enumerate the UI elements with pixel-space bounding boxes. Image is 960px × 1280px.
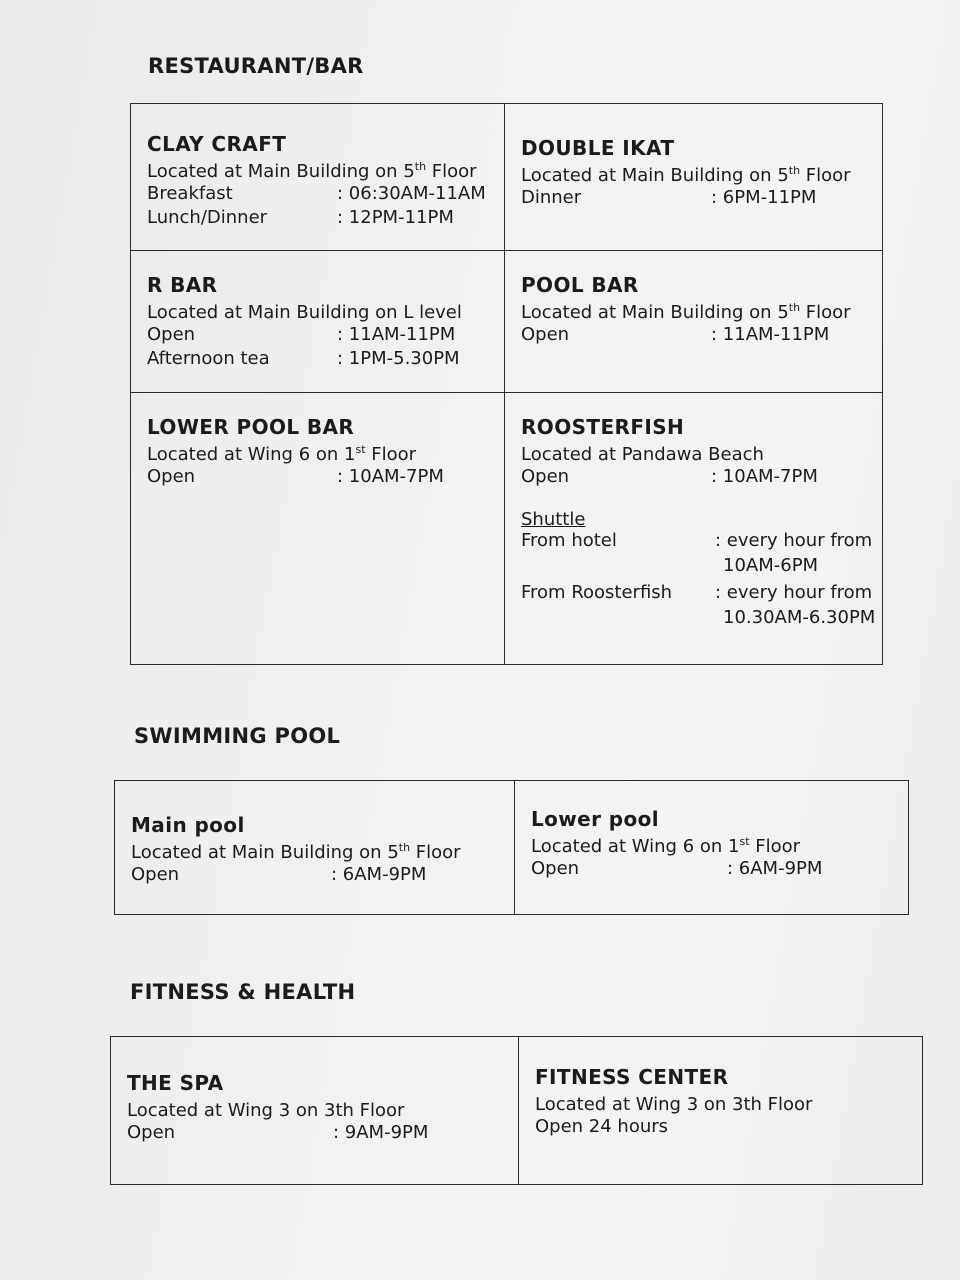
restaurant-table xyxy=(130,103,883,665)
hours-row: Open : 11AM-11PM xyxy=(147,324,456,345)
hours-row: Open : 9AM-9PM xyxy=(127,1122,429,1143)
venue-name: DOUBLE IKAT xyxy=(521,136,675,160)
hours-row: Afternoon tea : 1PM-5.30PM xyxy=(147,348,460,369)
venue-name: ROOSTERFISH xyxy=(521,415,685,439)
hours-row: Open : 10AM-7PM xyxy=(147,466,444,487)
hours-row: Open : 6AM-9PM xyxy=(131,864,427,885)
pool-table xyxy=(114,780,909,915)
shuttle-row: From hotel : every hour from 10AM-6PM xyxy=(521,530,873,576)
shuttle-heading: Shuttle xyxy=(521,509,586,530)
venue-cell-lower-pool-bar xyxy=(131,393,505,665)
venue-location: Located at Main Building on 5th Floor xyxy=(521,164,851,186)
venue-cell-clay-craft xyxy=(131,104,505,251)
venue-name: Main pool xyxy=(131,813,245,837)
venue-cell-lower-pool xyxy=(515,781,909,915)
shuttle-row: From Roosterfish : every hour from 10.30AM-6.30PM xyxy=(521,582,876,628)
hours-row: Open : 10AM-7PM xyxy=(521,466,818,487)
hours-row: Open 24 hours xyxy=(535,1116,669,1137)
venue-location: Located at Main Building on 5th Floor xyxy=(521,301,851,323)
venue-location: Located at Wing 3 on 3th Floor xyxy=(127,1100,405,1121)
venue-name: CLAY CRAFT xyxy=(147,132,287,156)
venue-location: Located at Pandawa Beach xyxy=(521,444,764,465)
section-heading-restaurant: RESTAURANT/BAR xyxy=(148,54,364,78)
venue-location: Located at Main Building on L level xyxy=(147,302,462,323)
venue-location: Located at Wing 6 on 1st Floor xyxy=(531,835,801,857)
venue-name: THE SPA xyxy=(127,1071,224,1095)
venue-cell-fitness-center xyxy=(519,1037,923,1185)
venue-cell-roosterfish xyxy=(505,393,883,665)
fitness-table xyxy=(110,1036,923,1185)
section-heading-swimming-pool: SWIMMING POOL xyxy=(134,724,341,748)
venue-name: POOL BAR xyxy=(521,273,639,297)
section-heading-fitness: FITNESS & HEALTH xyxy=(130,980,356,1004)
venue-name: FITNESS CENTER xyxy=(535,1065,729,1089)
venue-name: R BAR xyxy=(147,273,218,297)
venue-cell-r-bar xyxy=(131,251,505,393)
hours-row: Open : 11AM-11PM xyxy=(521,324,830,345)
venue-cell-the-spa xyxy=(111,1037,519,1185)
venue-location: Located at Main Building on 5th Floor xyxy=(131,841,461,863)
venue-location: Located at Main Building on 5th Floor xyxy=(147,160,477,182)
venue-cell-pool-bar xyxy=(505,251,883,393)
venue-name: LOWER POOL BAR xyxy=(147,415,355,439)
venue-cell-main-pool xyxy=(115,781,515,915)
venue-location: Located at Wing 3 on 3th Floor xyxy=(535,1094,813,1115)
venue-location: Located at Wing 6 on 1st Floor xyxy=(147,443,417,465)
hours-row: Breakfast : 06:30AM-11AM xyxy=(147,183,486,204)
hours-row: Lunch/Dinner : 12PM-11PM xyxy=(147,207,454,228)
venue-cell-double-ikat xyxy=(505,104,883,251)
hours-row: Dinner : 6PM-11PM xyxy=(521,187,817,208)
hours-row: Open : 6AM-9PM xyxy=(531,858,823,879)
venue-name: Lower pool xyxy=(531,807,660,831)
